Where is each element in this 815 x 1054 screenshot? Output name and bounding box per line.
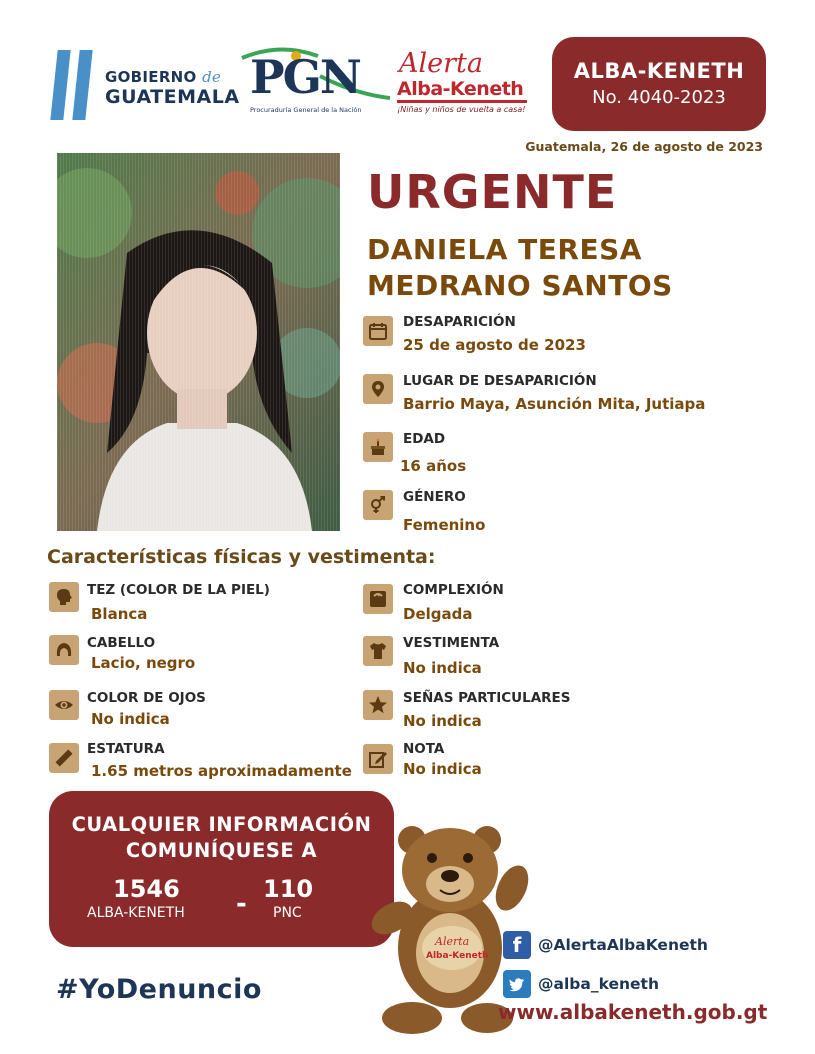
shirt-icon [363,636,393,666]
website-link[interactable]: www.albakeneth.gob.gt [498,1000,768,1024]
birthday-cake-icon [363,432,393,462]
gobierno-guatemala-logo [52,48,240,124]
eye-color-value: No indica [91,710,170,728]
disappearance-date-label: DESAPARICIÓN [403,314,516,330]
svg-text:Alerta: Alerta [435,935,470,948]
svg-text:Alba-Keneth: Alba-Keneth [426,951,489,961]
pnc-phone[interactable]: 110 [263,875,314,903]
gender-icon [363,490,393,520]
build-value: Delgada [403,605,473,623]
hair-icon [49,635,79,665]
clothing-value: No indica [403,659,482,677]
missing-person-photo [57,153,340,531]
pgn-mark: PGN [250,50,360,104]
case-number-box [552,37,766,131]
scale-icon [363,584,393,614]
contact-line-2: COMUNÍQUESE A [125,839,318,862]
head-profile-icon [49,582,79,612]
clothing-label: VESTIMENTA [403,635,500,651]
facebook-icon[interactable]: f [503,931,531,959]
disappearance-place-label: LUGAR DE DESAPARICIÓN [403,373,597,389]
logo-bar [50,50,70,120]
missing-person-name [367,232,673,304]
hair-value: Lacio, negro [91,654,196,672]
skin-tone-value: Blanca [91,605,148,623]
guatemala-text: GUATEMALA [105,86,240,108]
name-line-2: MEDRANO SANTOS [367,269,673,302]
build-label: COMPLEXIÓN [403,582,504,598]
height-value: 1.65 metros aproximadamente [91,762,352,780]
issue-date: Guatemala, 26 de agosto de 2023 [525,139,763,154]
eye-icon [49,690,79,720]
disappearance-place-value: Barrio Maya, Asunción Mita, Jutiapa [403,395,706,413]
contact-line-1: CUALQUIER INFORMACIÓN [71,813,372,836]
age-value: 16 años [400,457,467,475]
note-value: No indica [403,760,482,778]
distinguishing-marks-label: SEÑAS PARTICULARES [403,690,571,706]
contact-box [49,791,394,947]
alerta-alba-keneth-logo [397,48,532,118]
alerta-word: Alerta [399,48,483,79]
gender-label: GÉNERO [403,489,466,505]
note-edit-icon [363,744,393,774]
skin-tone-label: TEZ (COLOR DE LA PIEL) [87,582,270,598]
eye-color-label: COLOR DE OJOS [87,690,206,706]
logo-bar [72,50,92,120]
phone-separator: - [236,889,247,919]
note-label: NOTA [403,741,445,757]
distinguishing-marks-value: No indica [403,712,482,730]
location-pin-icon [363,374,393,404]
pgn-logo [240,46,390,121]
facebook-handle[interactable]: @AlertaAlbaKeneth [538,936,708,954]
case-number: No. 4040-2023 [592,87,726,108]
height-label: ESTATURA [87,741,165,757]
portrait-image [57,153,340,531]
alerta-slogan: ¡Niñas y niños de vuelta a casa! [397,105,526,114]
pnc-phone-label: PNC [273,905,302,921]
name-line-1: DANIELA TERESA [367,233,642,266]
urgent-title: URGENTE [367,165,618,219]
alba-keneth-phone[interactable]: 1546 [113,875,180,903]
characteristics-title: Características físicas y vestimenta: [47,546,436,568]
gobierno-text: GOBIERNO de [105,68,222,86]
case-title: ALBA-KENETH [573,59,745,83]
alerta-underline [397,100,527,103]
twitter-icon[interactable] [503,970,531,998]
alerta-name: Alba-Keneth [397,78,524,100]
hashtag: #YoDenuncio [56,974,262,1005]
disappearance-date-value: 25 de agosto de 2023 [403,336,586,354]
alba-keneth-phone-label: ALBA-KENETH [87,905,185,921]
gender-value: Femenino [403,516,486,534]
age-label: EDAD [403,431,446,447]
twitter-handle[interactable]: @alba_keneth [538,975,659,993]
pgn-subtitle: Procuraduría General de la Nación [250,106,362,114]
ruler-icon [49,743,79,773]
calendar-icon [363,316,393,346]
hair-label: CABELLO [87,635,156,651]
star-icon [363,690,393,720]
